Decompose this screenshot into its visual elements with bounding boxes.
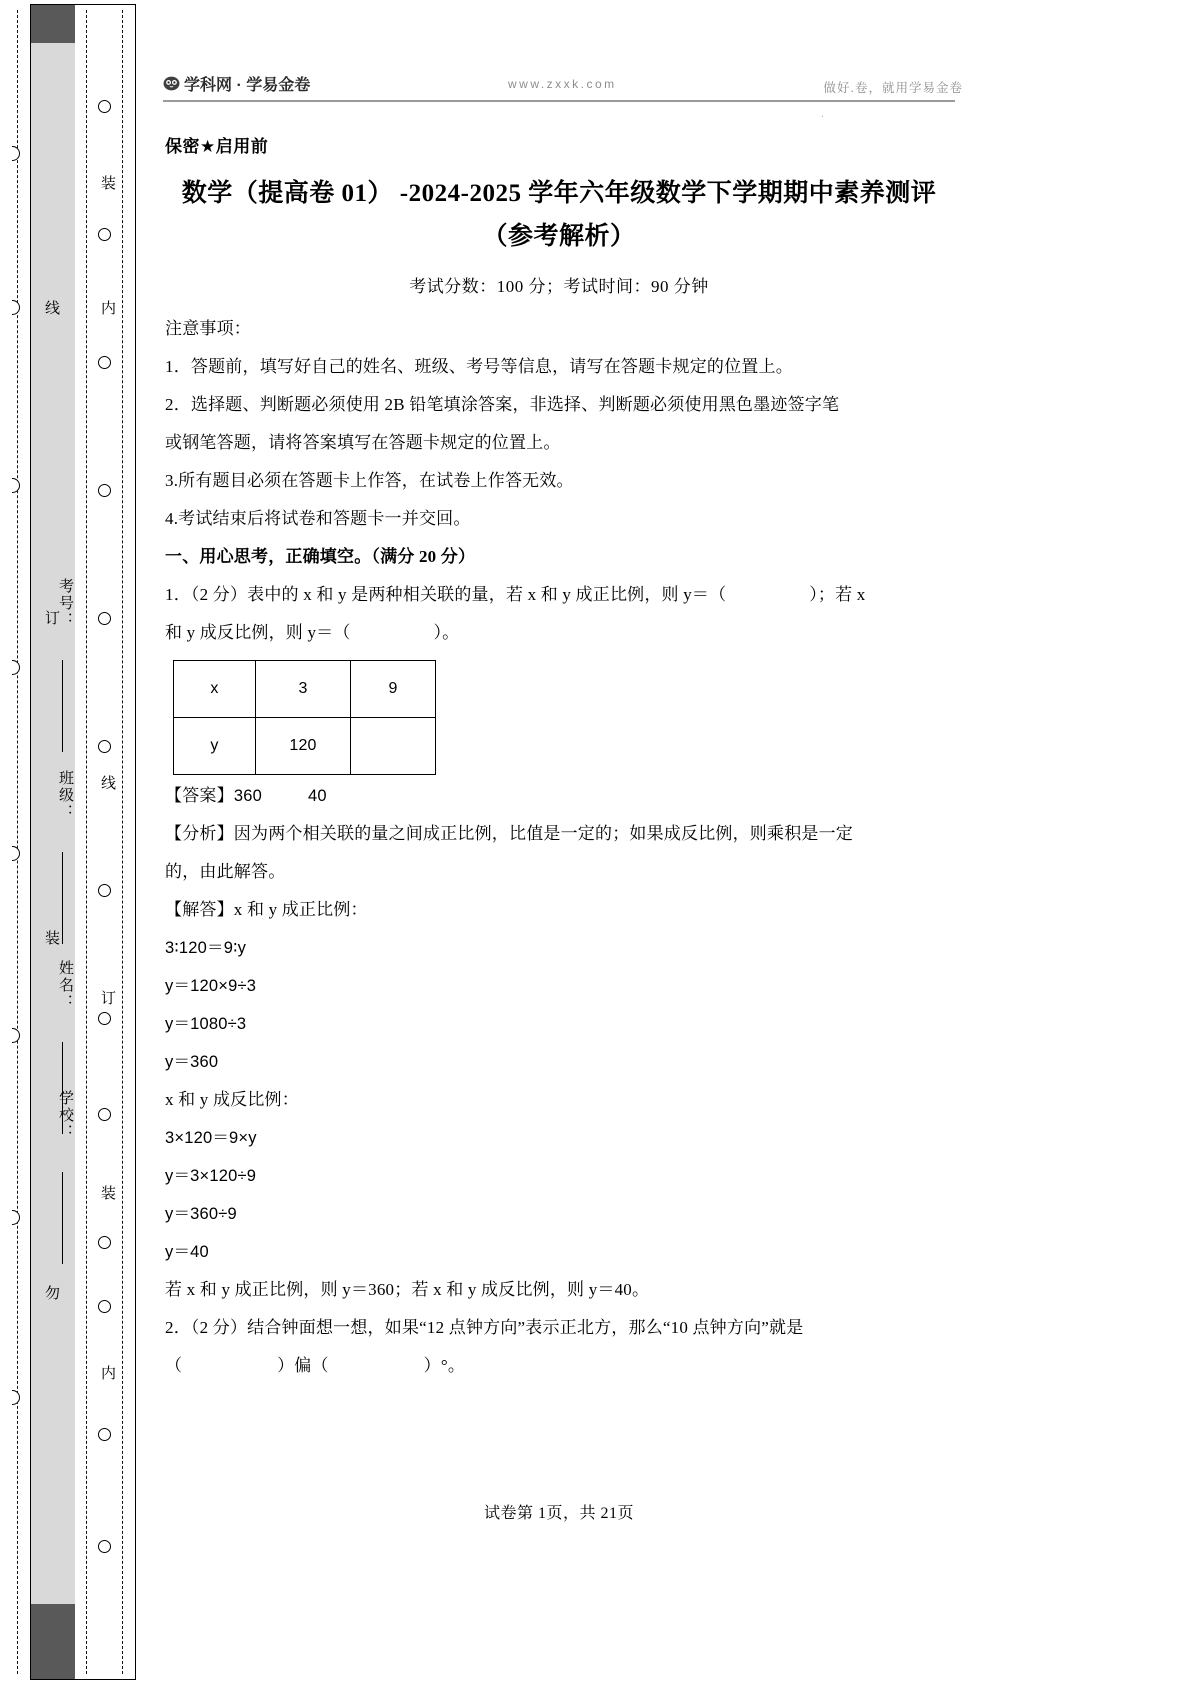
header-stray-dot: . (821, 108, 824, 120)
perforation-circle (98, 740, 111, 753)
table-cell-x-label: x (174, 661, 256, 718)
question-1-stem-line2 (165, 614, 955, 652)
edge-notch (12, 1028, 20, 1043)
field-rule-kaohao[interactable] (62, 660, 63, 752)
header-slogan: 做好.卷，就用学易金卷 (823, 81, 963, 95)
page-title-line2: （参考解析） (482, 223, 636, 250)
binding-dashed-seam-outer (17, 10, 18, 1674)
seal-word-wu-outer: 勿 (43, 1285, 60, 1300)
seal-word-xian-outer: 线 (43, 300, 60, 315)
question-1-analysis: 【分析】因为两个相关联的量之间成正比例，比值是一定的；如果成反比例，则乘积是一定 (165, 824, 853, 843)
answer-value-2: 40 (307, 787, 327, 805)
seal-word-nei: 内 (99, 300, 116, 315)
exam-meta: 考试分数：100 分；考试时间：90 分钟 (409, 277, 709, 296)
solution-step: y＝3×120÷9 (165, 1167, 257, 1185)
table-cell-y-value-2 (351, 718, 436, 775)
perforation-circle (98, 228, 111, 241)
question-2-stem-line1: 2．（2 分）结合钟面想一想，如果“12 点钟方向”表示正北方，那么“10 点钟方向”就是 (165, 1318, 804, 1337)
perforation-circle-column (98, 0, 112, 1684)
xuekewang-owl-icon (163, 75, 180, 92)
question-1-stem-line1 (165, 576, 955, 614)
question-1-analysis-cont: 的，由此解答。 (165, 862, 286, 881)
edge-notch (12, 146, 20, 161)
perforation-circle (98, 1428, 111, 1441)
field-label-banji: 班级： (57, 770, 74, 821)
table-cell-x-value-2: 9 (351, 661, 436, 718)
binding-rule-right (135, 4, 136, 1680)
page-title (163, 172, 955, 258)
perforation-circle (98, 484, 111, 497)
perforation-circle (98, 1540, 111, 1553)
note-item: 2．选择题、判断题必须使用 2B 铅笔填涂答案，非选择、判断题必须使用黑色墨迹签字笔 (165, 395, 840, 414)
edge-notch (12, 478, 20, 493)
page-title-line1: 数学（提高卷 01） -2024-2025 学年六年级数学下学期期中素养测评 (181, 180, 937, 207)
binding-dashed-seam-inner (122, 10, 123, 1674)
solution-step: y＝120×9÷3 (165, 977, 257, 995)
binding-dark-band-bottom (31, 1604, 75, 1679)
perforation-circle (98, 1300, 111, 1313)
note-item: 3.所有题目必须在答题卡上作答，在试卷上作答无效。 (165, 471, 574, 490)
q1-stem-part-c: 和 y 成反比例，则 y＝（ (165, 623, 351, 642)
solution-step: y＝1080÷3 (165, 1015, 247, 1033)
edge-notch (12, 300, 20, 315)
question-1-inverse-heading: x 和 y 成反比例： (165, 1090, 299, 1109)
q1-stem-part-d: ）。 (433, 623, 460, 642)
seal-word-zhuang: 装 (99, 175, 116, 190)
perforation-circle (98, 1012, 111, 1025)
seal-word-nei-2: 内 (99, 1365, 116, 1380)
binding-grey-band (31, 5, 75, 1679)
q2-paren-open: （ (165, 1356, 183, 1375)
note-item: 1．答题前，填写好自己的姓名、班级、考号等信息，请写在答题卡规定的位置上。 (165, 357, 793, 376)
q2-paren-middle: ）偏（ (277, 1356, 329, 1375)
exam-body (165, 310, 955, 1385)
solution-step: y＝360÷9 (165, 1205, 237, 1223)
perforation-circle (98, 1108, 111, 1121)
note-item: 或钢笔答题，请将答案填写在答题卡规定的位置上。 (165, 433, 561, 452)
field-rule-xuexiao[interactable] (62, 1172, 63, 1264)
perforation-circle (98, 612, 111, 625)
perforation-circle (98, 884, 111, 897)
proportion-table (173, 660, 436, 775)
q2-paren-close: ）°。 (423, 1356, 466, 1375)
answer-value-1: 360 (233, 787, 262, 805)
binding-dashed-seam-middle (86, 10, 87, 1674)
question-1-solution-heading: 【解答】x 和 y 成正比例： (165, 900, 368, 919)
field-label-xuexiao: 学校： (57, 1090, 74, 1141)
solution-step: y＝40 (165, 1243, 209, 1261)
brand-name: 学科网 · 学易金卷 (184, 77, 311, 94)
solution-step: y＝360 (165, 1053, 219, 1071)
edge-notch (12, 1210, 20, 1225)
perforation-circle (98, 1236, 111, 1249)
question-2-stem-line2 (165, 1347, 955, 1385)
table-cell-y-label: y (174, 718, 256, 775)
header-website-url: www.zxxk.com (508, 77, 617, 91)
edge-notch (12, 660, 20, 675)
perforation-circle (98, 356, 111, 369)
q1-stem-part-b: ）；若 x (809, 585, 866, 604)
seal-word-ding: 订 (99, 990, 116, 1005)
section-heading-fill-in-blank: 一、用心思考，正确填空。（满分 20 分） (165, 547, 476, 566)
field-label-kaohao: 考号： (57, 578, 74, 629)
answer-label: 【答案】 (165, 786, 234, 805)
question-1-answer (165, 777, 955, 815)
table-cell-x-value-1: 3 (256, 661, 351, 718)
solution-step: 3×120＝9×y (165, 1129, 257, 1147)
seal-word-ding-outer: 订 (43, 610, 60, 625)
solution-step: 3∶120＝9∶y (165, 939, 247, 957)
q1-stem-part-a: 1．（2 分）表中的 x 和 y 是两种相关联的量，若 x 和 y 成正比例，则 y＝（ (165, 585, 727, 604)
seal-word-xian: 线 (99, 775, 116, 790)
table-cell-y-value-1: 120 (256, 718, 351, 775)
binding-margin (0, 0, 140, 1684)
field-rule-banji[interactable] (62, 852, 63, 944)
perforation-circle (98, 100, 111, 113)
note-item: 4.考试结束后将试卷和答题卡一并交回。 (165, 509, 471, 528)
confidential-notice: 保密★启用前 (165, 137, 269, 156)
binding-dark-band-top (31, 5, 75, 43)
edge-notch (12, 846, 20, 861)
seal-word-zhuang-2: 装 (99, 1185, 116, 1200)
table-row (174, 661, 436, 718)
seal-word-zhuang-outer: 装 (43, 930, 60, 945)
page-footer: 试卷第 1页，共 21页 (483, 1505, 634, 1522)
edge-notch (12, 1390, 20, 1405)
field-label-xingming: 姓名： (57, 960, 74, 1011)
brand-logo-group (163, 72, 310, 95)
question-1-conclusion: 若 x 和 y 成正比例，则 y＝360；若 x 和 y 成反比例，则 y＝40。 (165, 1280, 650, 1299)
notes-heading: 注意事项： (165, 319, 251, 338)
binding-rule-bottom (30, 1679, 136, 1680)
header-divider (163, 100, 955, 102)
table-row (174, 718, 436, 775)
